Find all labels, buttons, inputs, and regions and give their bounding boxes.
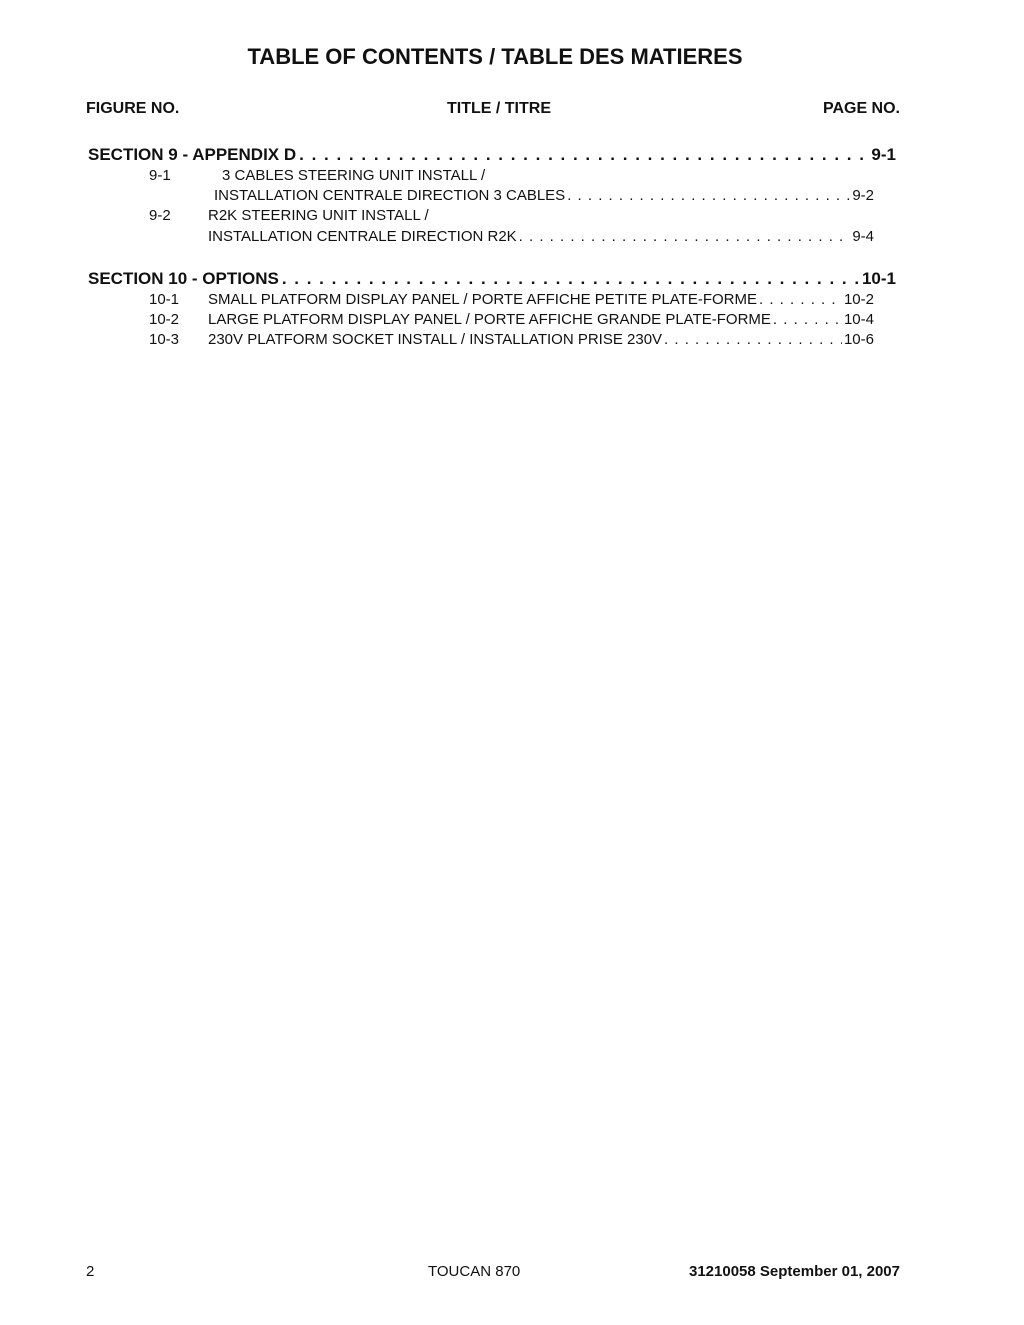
entry-page: 10-2	[843, 291, 874, 308]
section-page: 9-1	[871, 145, 896, 164]
section-label: SECTION 10 - OPTIONS	[88, 269, 279, 288]
column-header-title: TITLE / TITRE	[447, 100, 551, 117]
entry-title-line1[interactable]: 3 CABLES STEERING UNIT INSTALL /	[222, 167, 486, 184]
figure-number: 9-1	[149, 167, 171, 184]
column-header-figure: FIGURE NO.	[86, 100, 180, 117]
entry-page: 10-6	[843, 331, 874, 348]
toc-entry-9-1[interactable]	[214, 187, 874, 204]
page-title: TABLE OF CONTENTS / TABLE DES MATIERES	[247, 44, 743, 69]
dot-leader	[282, 269, 859, 289]
entry-title-line2: INSTALLATION CENTRALE DIRECTION R2K	[208, 228, 517, 245]
entry-title-line1[interactable]: R2K STEERING UNIT INSTALL /	[208, 207, 429, 224]
figure-number: 9-2	[149, 207, 171, 224]
figure-number: 10-1	[149, 291, 180, 308]
column-header-page: PAGE NO.	[822, 100, 900, 117]
footer-document-id: 31210058 September 01, 2007	[689, 1263, 900, 1280]
entry-title: SMALL PLATFORM DISPLAY PANEL / PORTE AFFICHE PETITE PLATE-FORME	[208, 291, 758, 308]
dot-leader	[519, 228, 851, 245]
dot-leader	[759, 291, 842, 308]
toc-entry-10-2[interactable]	[208, 311, 874, 328]
entry-title: 230V PLATFORM SOCKET INSTALL / INSTALLATION PRISE 230V	[208, 331, 663, 348]
dot-leader	[567, 187, 850, 204]
entry-title-line2: INSTALLATION CENTRALE DIRECTION 3 CABLES	[214, 187, 566, 204]
figure-number: 10-2	[149, 311, 180, 328]
entry-page: 9-2	[852, 187, 874, 204]
entry-page: 9-4	[852, 228, 874, 245]
toc-entry-10-3[interactable]	[208, 331, 874, 348]
toc-entry-9-2[interactable]	[208, 228, 874, 245]
section-label: SECTION 9 - APPENDIX D	[88, 145, 297, 164]
toc-section-9[interactable]	[88, 145, 896, 165]
entry-title: LARGE PLATFORM DISPLAY PANEL / PORTE AFFICHE GRANDE PLATE-FORME	[208, 311, 771, 328]
figure-number: 10-3	[149, 331, 180, 348]
entry-page: 10-4	[843, 311, 874, 328]
footer-page-number: 2	[86, 1263, 95, 1280]
footer-model: TOUCAN 870	[428, 1263, 521, 1280]
dot-leader	[773, 311, 842, 328]
dot-leader	[299, 145, 868, 165]
section-page: 10-1	[861, 269, 896, 288]
toc-section-10[interactable]	[88, 269, 896, 289]
toc-entry-10-1[interactable]	[208, 291, 874, 308]
dot-leader	[664, 331, 842, 348]
